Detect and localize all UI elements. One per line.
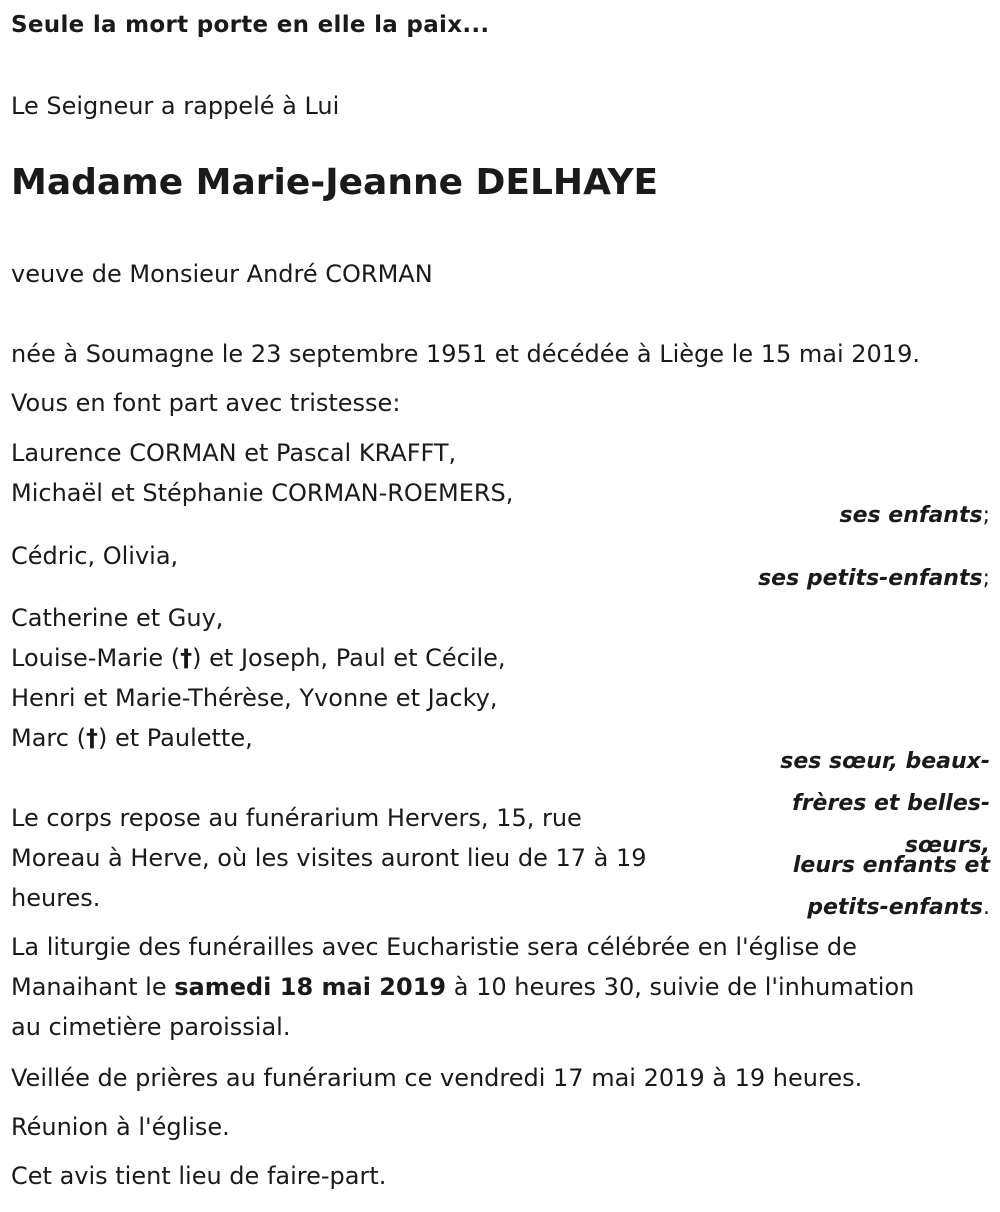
deceased-name: Madame Marie-Jeanne DELHAYE — [11, 162, 659, 203]
siblings-line-2-b: ) et Joseph, Paul et Cécile, — [192, 644, 506, 672]
cross-icon: † — [85, 724, 98, 752]
grandchildren-line-1: Cédric, Olivia, — [11, 542, 179, 570]
siblings-role: ses sœur, beaux-frères et belles-sœurs, — [780, 749, 990, 858]
funerarium-line-1: Le corps repose au funérarium Hervers, 15, rue — [11, 804, 582, 832]
liturgy-line-2-a: Manaihant le — [11, 973, 175, 1001]
birth-death-text: née à Soumagne le 23 septembre 1951 et décédée à Liège le 15 mai 2019. — [11, 340, 920, 368]
liturgy-line-2 — [11, 967, 914, 1007]
funerarium-line-3: heures. — [11, 884, 101, 912]
liturgy-line-3: au cimetière paroissial. — [11, 1013, 291, 1041]
meeting-text: Réunion à l'église. — [11, 1113, 230, 1141]
children-line-1: Laurence CORMAN et Pascal KRAFFT, — [11, 439, 457, 467]
siblings-role-2-label: leurs enfants et petits-enfants — [792, 853, 990, 920]
siblings-line-2 — [11, 638, 506, 678]
siblings-role-2-punct: . — [983, 895, 990, 920]
siblings-line-4-a: Marc ( — [11, 724, 86, 752]
siblings-role-2 — [750, 845, 990, 929]
widow-of: veuve de Monsieur André CORMAN — [11, 260, 433, 288]
children-role-punct: ; — [982, 503, 990, 528]
motto: Seule la mort porte en elle la paix... — [11, 12, 490, 38]
liturgy-line-2-b: à 10 heures 30, suivie de l'inhumation — [446, 973, 915, 1001]
notice-text: Cet avis tient lieu de faire-part. — [11, 1162, 387, 1190]
vigil-text: Veillée de prières au funérarium ce vendredi 17 mai 2019 à 19 heures. — [11, 1064, 863, 1092]
liturgy-line-1: La liturgie des funérailles avec Eucharistie sera célébrée en l'église de — [11, 933, 857, 961]
funeral-date: samedi 18 mai 2019 — [174, 973, 447, 1001]
cross-icon: † — [180, 644, 193, 672]
children-role-label: ses enfants — [839, 503, 983, 528]
funerarium-line-2: Moreau à Herve, où les visites auront lieu de 17 à 19 — [11, 844, 647, 872]
siblings-line-3: Henri et Marie-Thérèse, Yvonne et Jacky, — [11, 684, 498, 712]
intro-text: Le Seigneur a rappelé à Lui — [11, 92, 340, 120]
children-line-2: Michaël et Stéphanie CORMAN-ROEMERS, — [11, 479, 514, 507]
siblings-line-4-b: ) et Paulette, — [97, 724, 253, 752]
grandchildren-role — [758, 559, 990, 599]
grandchildren-role-label: ses petits-enfants — [758, 566, 983, 591]
siblings-line-2-a: Louise-Marie ( — [11, 644, 181, 672]
grandchildren-role-punct: ; — [982, 566, 990, 591]
children-role — [840, 496, 990, 536]
siblings-line-1: Catherine et Guy, — [11, 604, 224, 632]
siblings-line-4 — [11, 718, 253, 758]
announce-text: Vous en font part avec tristesse: — [11, 389, 401, 417]
